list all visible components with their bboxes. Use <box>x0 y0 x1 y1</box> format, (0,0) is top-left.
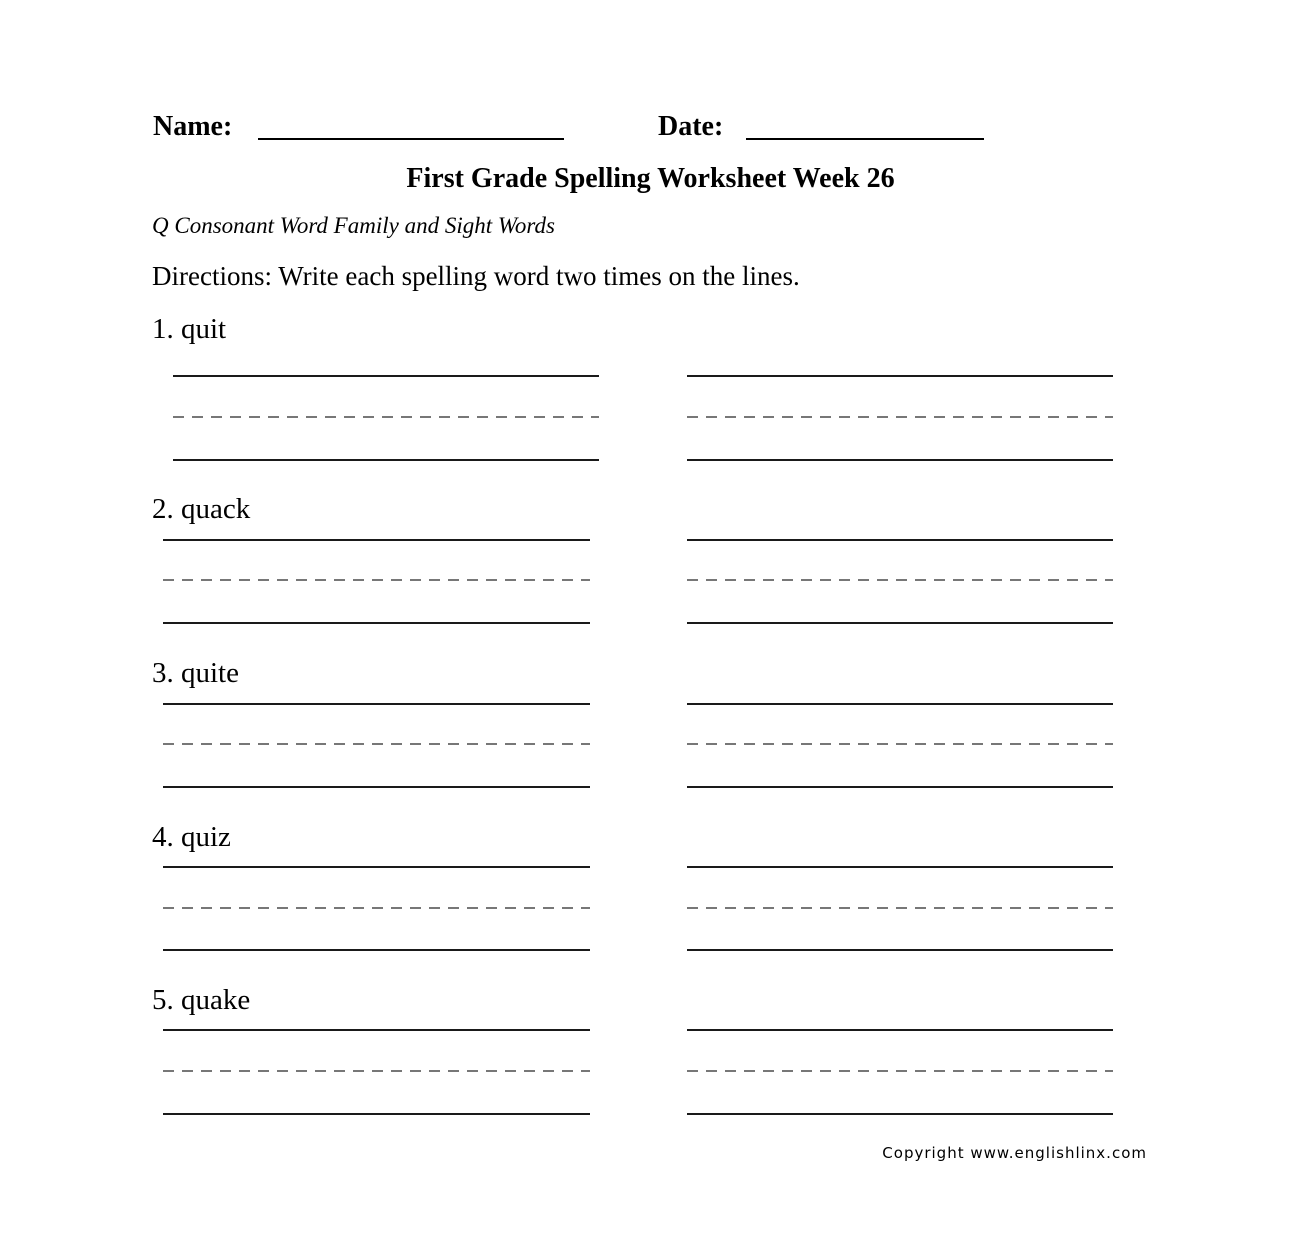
name-label: Name: <box>153 111 233 142</box>
name-field-line[interactable] <box>258 138 564 140</box>
writing-line-top[interactable] <box>163 539 590 541</box>
date-label: Date: <box>658 111 724 142</box>
worksheet-subtitle: Q Consonant Word Family and Sight Words <box>152 213 555 238</box>
writing-line-top[interactable] <box>173 375 599 377</box>
writing-line-bottom[interactable] <box>163 786 590 788</box>
writing-line-top[interactable] <box>163 703 590 705</box>
writing-line-middle <box>163 1070 590 1072</box>
writing-line-bottom[interactable] <box>687 459 1113 461</box>
writing-line-bottom[interactable] <box>687 622 1113 624</box>
writing-line-bottom[interactable] <box>687 1113 1113 1115</box>
writing-line-top[interactable] <box>687 375 1113 377</box>
writing-line-top[interactable] <box>687 866 1113 868</box>
writing-line-middle <box>687 907 1113 909</box>
copyright-text: Copyright www.englishlinx.com <box>882 1144 1147 1162</box>
writing-line-bottom[interactable] <box>173 459 599 461</box>
writing-line-bottom[interactable] <box>163 1113 590 1115</box>
writing-line-middle <box>687 416 1113 418</box>
writing-line-bottom[interactable] <box>687 786 1113 788</box>
writing-line-top[interactable] <box>163 866 590 868</box>
date-field-line[interactable] <box>746 138 984 140</box>
worksheet-title: First Grade Spelling Worksheet Week 26 <box>406 163 895 194</box>
directions-text: Directions: Write each spelling word two times on the lines. <box>152 261 800 291</box>
spelling-word-3: 3. quite <box>152 657 239 689</box>
writing-line-bottom[interactable] <box>687 949 1113 951</box>
writing-line-middle <box>163 579 590 581</box>
writing-line-middle <box>163 743 590 745</box>
writing-line-bottom[interactable] <box>163 949 590 951</box>
spelling-word-2: 2. quack <box>152 493 251 525</box>
writing-line-bottom[interactable] <box>163 622 590 624</box>
spelling-word-5: 5. quake <box>152 984 251 1016</box>
writing-line-top[interactable] <box>687 539 1113 541</box>
writing-line-middle <box>687 579 1113 581</box>
writing-line-middle <box>687 743 1113 745</box>
writing-line-top[interactable] <box>687 1029 1113 1031</box>
writing-line-middle <box>687 1070 1113 1072</box>
writing-line-middle <box>163 907 590 909</box>
writing-line-top[interactable] <box>687 703 1113 705</box>
spelling-word-1: 1. quit <box>152 313 227 345</box>
spelling-word-4: 4. quiz <box>152 821 231 853</box>
writing-line-middle <box>173 416 599 418</box>
writing-line-top[interactable] <box>163 1029 590 1031</box>
